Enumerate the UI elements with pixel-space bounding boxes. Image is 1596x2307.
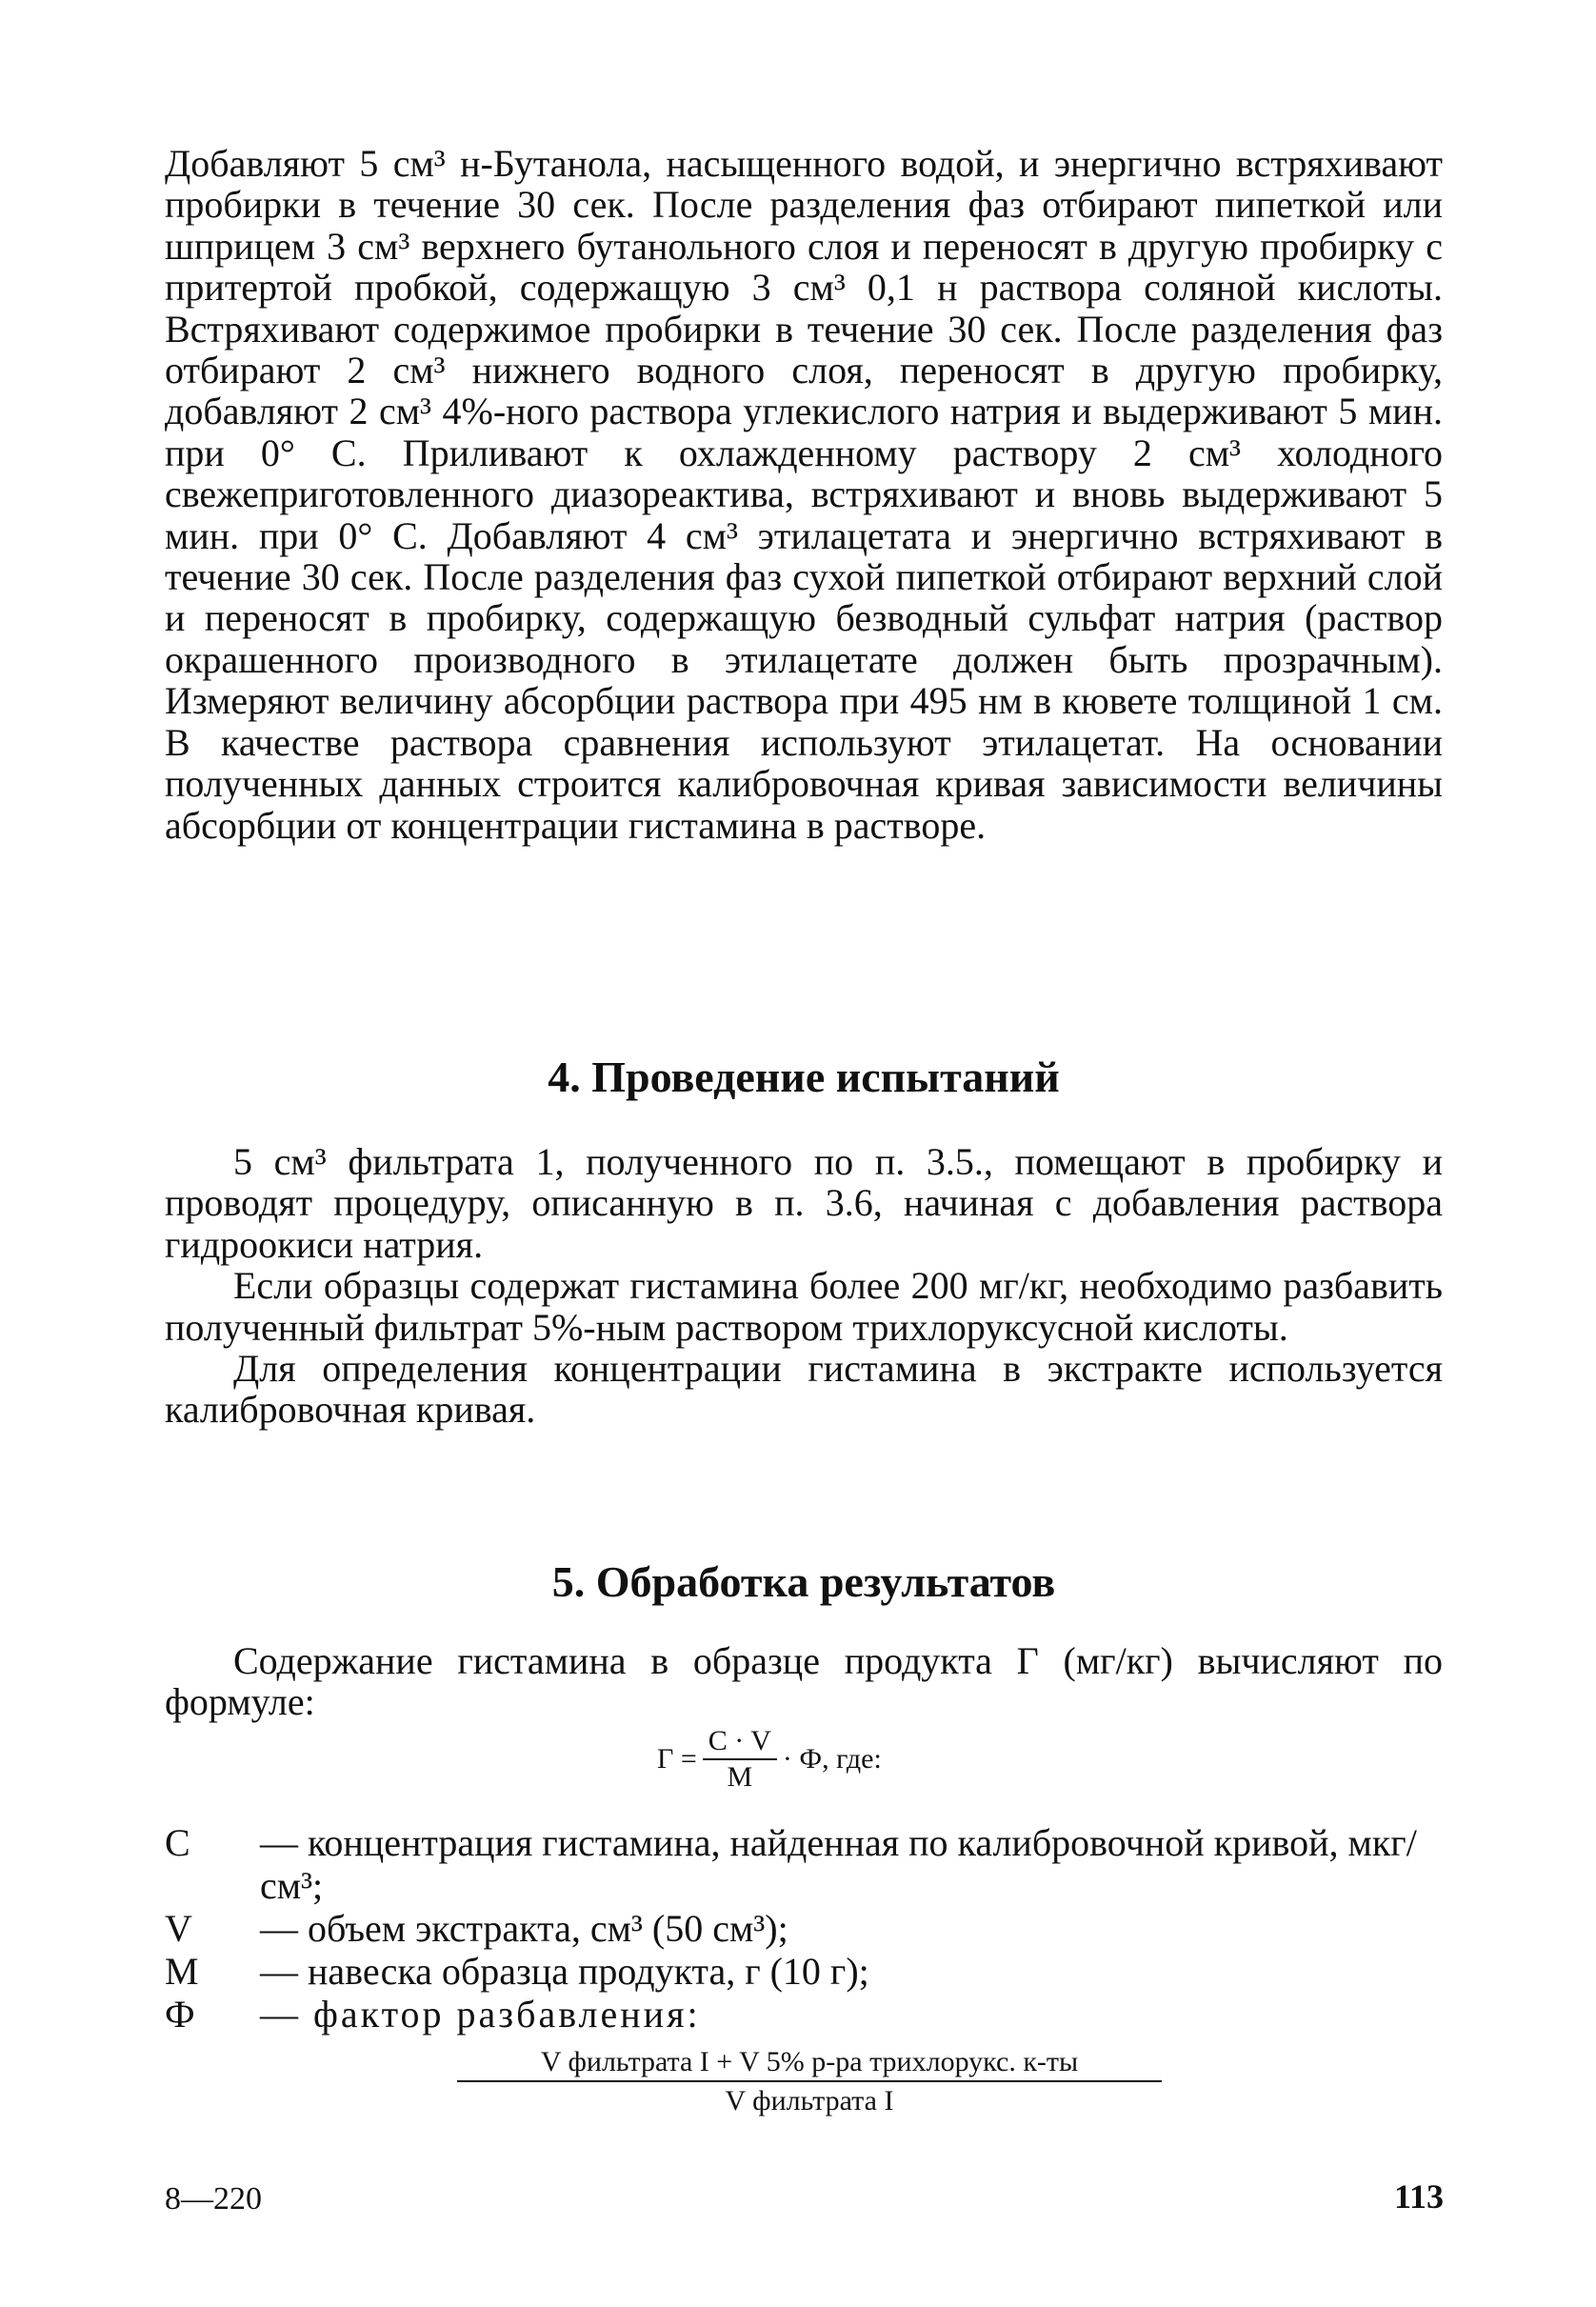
footer-signature: 8—220 bbox=[165, 2181, 262, 2217]
formula-numerator: C · V bbox=[703, 1724, 777, 1760]
definition-symbol: C bbox=[165, 1821, 190, 1864]
definition-row bbox=[165, 1821, 1443, 1907]
definition-symbol: Ф bbox=[165, 1993, 195, 2036]
section-4-title: 4. Проведение испытаний bbox=[548, 1053, 1060, 1101]
definition-symbol: M bbox=[165, 1950, 199, 1993]
definition-row bbox=[165, 1907, 1443, 1950]
intro-paragraph: Добавляют 5 см³ н-Бутанола, насыщенного водой, и энергично встряхивают пробирки в течение 30 сек. После разделения фаз отбирают пипеткой или шприцем 3 см³ верхнего бутанольного слоя и переносят в другую пробирку с притертой пробкой, содержащую 3 см³ 0,1 н раствора соляной кислоты. Встряхивают содержимое пробирки в течение 30 сек. После разделения фаз отбирают 2 см³ нижнего водного слоя, переносят в другую пробирку, добавляют 2 см³ 4%-ного раствора углекислого натрия и выдерживают 5 мин. при 0° С. Приливают к охлажденному раствору 2 см³ холодного свежеприготовленного диазореактива, встряхивают и вновь выдерживают 5 мин. при 0° С. Добавляют 4 см³ этилацетата и энергично встряхивают в течение 30 сек. После разделения фаз сухой пипеткой отбирают верхний слой и переносят в пробирку, содержащую безводный сульфат натрия (раствор окрашенного производного в этилацетате должен быть прозрачным). Измеряют величину абсорбции раствора при 495 нм в кювете толщиной 1 см. В качестве раствора сравнения используют этилацетат. На основании полученных данных строится калибровочная кривая зависимости величины абсорбции от концентрации гистамина в растворе. bbox=[165, 142, 1443, 847]
definition-text: — объем экстракта, см³ (50 см³); bbox=[260, 1907, 788, 1950]
formula-fraction bbox=[703, 1724, 777, 1795]
symbol-definitions bbox=[165, 1821, 1443, 2036]
definition-text: — концентрация гистамина, найденная по калибровочной кривой, мкг/см³; bbox=[260, 1821, 1417, 1907]
section-4-paragraph: 5 см³ фильтрата 1, полученного по п. 3.5., помещают в пробирку и проводят процедуру, описанную в п. 3.6, начиная с добавления раствора гидроокиси натрия. bbox=[165, 1140, 1443, 1266]
formula-tail: · Ф, где: bbox=[782, 1743, 882, 1775]
histamine-formula bbox=[657, 1724, 882, 1795]
dilution-factor-fraction bbox=[457, 2044, 1162, 2120]
definition-text: — фактор разбавления: bbox=[260, 1993, 701, 2036]
definition-text: — навеска образца продукта, г (10 г); bbox=[260, 1950, 869, 1993]
definition-row bbox=[165, 1950, 1443, 1993]
page-number: 113 bbox=[1393, 2177, 1444, 2216]
formula-denominator: M bbox=[727, 1761, 753, 1793]
section-5-title: 5. Обработка результатов bbox=[551, 1557, 1056, 1606]
section-5-intro-block bbox=[165, 1640, 1443, 1723]
definition-symbol: V bbox=[165, 1907, 192, 1950]
intro-paragraph-block bbox=[165, 143, 1443, 846]
dilution-factor-denominator: V фильтрата I bbox=[725, 2085, 894, 2116]
section-4-paragraph: Если образцы содержат гистамина более 200 мг/кг, необходимо разбавить полученный фильтрат 5%-ным раствором трихлоруксусной кислоты. bbox=[165, 1264, 1443, 1349]
section-4-paragraph: Для определения концентрации гистамина в экстракте используется калибровочная кривая. bbox=[165, 1347, 1443, 1432]
formula-lhs: Г = bbox=[657, 1743, 697, 1775]
definition-row bbox=[165, 1993, 1443, 2036]
section-4-body bbox=[165, 1141, 1443, 1431]
section-5-intro: Содержание гистамина в образце продукта Г (мг/кг) вычисляют по формуле: bbox=[165, 1639, 1443, 1724]
dilution-factor-numerator: V фильтрата I + V 5% р-ра трихлорукс. к-ты bbox=[457, 2044, 1162, 2082]
